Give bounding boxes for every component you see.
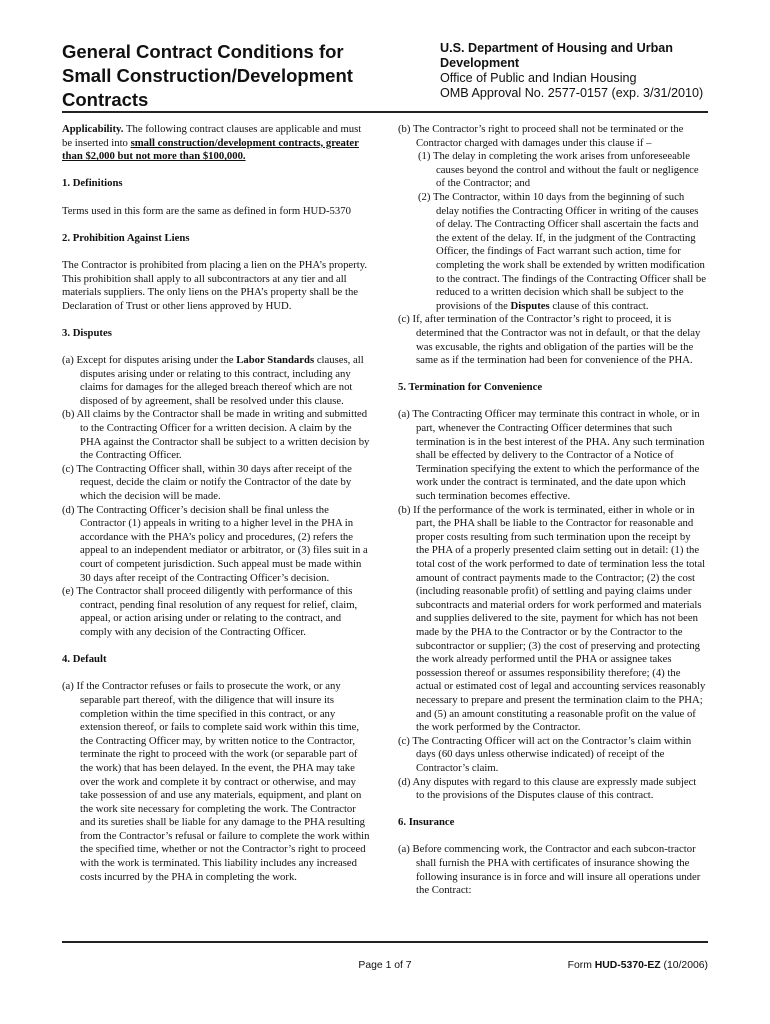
office-name: Office of Public and Indian Housing (440, 71, 637, 85)
agency-block (440, 41, 730, 101)
agency-name-cont: Development (440, 56, 520, 70)
default-clause-c: (c) If, after termination of the Contractor’s right to proceed, it is determined that the Contractor was not in default, or that the delay was excusable, the rights and obligation of the parties will be the same as if the termination had been for convenience of the PHA. (398, 313, 701, 367)
applicability-paragraph (62, 123, 370, 164)
default-clause-b1: (1) The delay in completing the work arises from unforeseeable causes beyond the control and without the fault or negligence of the Contractor; and (418, 150, 699, 190)
definitions-text: Terms used in this form are the same as defined in form HUD-5370 (62, 204, 351, 217)
title-line: Small Construction/Development (62, 65, 353, 86)
termination-clause-b: (b) If the performance of the work is terminated, either in whole or in part, the PHA shall be liable to the Contractor for reasonable and proper costs resulting from such termination upon the receipt by the PHA of a properly presented claim setting out in detail: (1) the total cost of the work performed to date of termination less the total amount of contract payments made to the Contractor; (2) the cost (including reasonable profit) of settling and paying claims under subcontracts and material orders for work performed and materials and supplies delivered to the site, payment for which has not been made by the PHA to the Contractor or by the Contractor to the subcontractor or supplier; (3) the cost of preserving and protecting the work already performed until the PHA or assignee takes possession thereof or assumes responsibility therefore; (4) the actual or estimated cost of legal and accounting services reasonably necessary to prepare and present the termination claim to the PHA; and (5) an amount constituting a reasonable profit on the value of the work performed by the Contractor. (398, 503, 706, 734)
section-heading-default: 4. Default (62, 653, 107, 666)
liens-text: The Contractor is prohibited from placing a lien on the PHA’s property. This prohibition shall apply to all subcontractors at any tier and all materials suppliers. The only liens on the PHA’s property shall be the Declaration of Trust or other liens approved by HUD. (62, 258, 368, 312)
insurance-clause-a: (a) Before commencing work, the Contractor and each subcon-tractor shall furnish the PHA with certificates of insurance showing the following insurance is in force and will insure all operations under the Contract: (398, 843, 701, 897)
omb-approval: OMB Approval No. 2577-0157 (exp. 3/31/2010) (440, 86, 704, 100)
termination-clause-a: (a) The Contracting Officer may terminate this contract in whole, or in part, whenever the Contracting Officer determines that such termination is in the best interest of the PHA. Any such termination shall be effected by delivery to the Contractor of a Notice of Termination specifying the extent to which the performance of the work under the contract is terminated, and the date upon which such termination becomes effective. (398, 408, 705, 503)
page-number: Page 1 of 7 (358, 960, 412, 971)
clause-text: clauses, all disputes arising under or relating to this contract, including any claims for damages for the alleged breach thereof which are not disposed of by agreement, shall be resolved under this clause. (80, 354, 364, 407)
clause-bold: Disputes (510, 299, 550, 312)
document-title (62, 40, 402, 112)
disputes-clause-e: (e) The Contractor shall proceed diligently with performance of this contract, pending final resolution of any request for relief, claim, appeal, or action arising under or relating to the contract, and comply with any decision of the Contracting Officer. (62, 585, 358, 638)
default-clause-b: (b) The Contractor’s right to proceed shall not be terminated or the Contractor charged with damages under this clause if – (398, 123, 684, 149)
applicability-text: The following contract clauses are applicable and must be inserted into (62, 123, 362, 149)
disputes-clause-a (62, 354, 370, 408)
bottom-divider (62, 941, 708, 943)
section-heading-disputes: 3. Disputes (62, 326, 112, 339)
disputes-clause-c: (c) The Contracting Officer shall, within 30 days after receipt of the request, decide the claim or notify the Contractor of the date by which the decision will be made. (62, 462, 352, 503)
default-clause-a: (a) If the Contractor refuses or fails to prosecute the work, or any separable part thereof, with the diligence that will insure its completion within the time specified in this contract, or any extension thereof, or fails to complete said work within this time, the Contracting Officer may, by written notice to the Contractor, terminate the right to proceed with the work (or separable part of the work) that has been delayed. In the event, the PHA may take over the work and complete it by contract or otherwise, and may take possession of and use any materials, equipment, and plant on the work site necessary for completing the work. The Contractor and its sureties shall be liable for any damage to the PHA resulting from the Contractor’s refusal or failure to complete the work within the specified time, whether or not the Contractor’s right to proceed with the work is terminated. This liability includes any increased costs incurred by the PHA in completing the work. (62, 680, 370, 883)
form-number: HUD-5370-EZ (594, 960, 661, 971)
left-column (62, 123, 370, 884)
clause-text: (2) The Contractor, within 10 days from the beginning of such delay notifies the Contracting Officer in writing of the causes of delay. The Contracting Officer shall ascertain the facts and the extent of the delay. If, in the judgment of the Contracting Officer, the findings of Fact warrant such action, time for completing the work shall be extended by written modification to the contract. The findings of the Contracting Officer shall be reduced to a written decision which shall be subject to the provisions of the (418, 190, 706, 312)
disputes-clause-d: (d) The Contracting Officer’s decision shall be final unless the Contractor (1) appeals in writing to a higher level in the PHA in accordance with the PHA’s policy and procedures, (2) refers the appeal to an independent mediator or arbitrator, or (3) files suit in a court of competent jurisdiction. Such appeal must be made within 30 days after receipt of the Contracting Officer’s decision. (62, 503, 368, 584)
termination-clause-c: (c) The Contracting Officer will act on the Contractor’s claim within days (60 days unless otherwise indicated) of receipt of the Contractor’s claim. (398, 734, 692, 774)
agency-name: U.S. Department of Housing and Urban (440, 41, 673, 55)
default-clause-b2 (398, 191, 706, 313)
clause-text: clause of this contract. (549, 299, 649, 312)
disputes-clause-b: (b) All claims by the Contractor shall be made in writing and submitted to the Contracting Officer for a written decision. A claim by the PHA against the Contractor shall be subject to a written decision by the Contracting Officer. (62, 408, 370, 462)
section-heading-termination: 5. Termination for Convenience (398, 381, 543, 394)
termination-clause-d: (d) Any disputes with regard to this clause are expressly made subject to the provisions of the Disputes clause of this contract. (398, 775, 697, 802)
clause-text: (a) Except for disputes arising under the (62, 354, 237, 367)
section-heading-definitions: 1. Definitions (62, 177, 123, 190)
form-date: (10/2006) (660, 960, 708, 971)
title-line: General Contract Conditions for (62, 41, 344, 62)
section-heading-liens: 2. Prohibition Against Liens (62, 231, 190, 244)
top-divider (62, 111, 708, 113)
form-identifier (532, 960, 708, 971)
applicability-scope: small construction/development contracts, greater than $2,000 but not more than $100,000. (62, 136, 359, 163)
right-column (398, 123, 706, 898)
section-heading-insurance: 6. Insurance (398, 816, 455, 829)
title-line: Contracts (62, 89, 149, 110)
applicability-label: Applicability. (62, 123, 124, 135)
form-prefix: Form (567, 960, 595, 971)
clause-bold: Labor Standards (236, 354, 315, 367)
